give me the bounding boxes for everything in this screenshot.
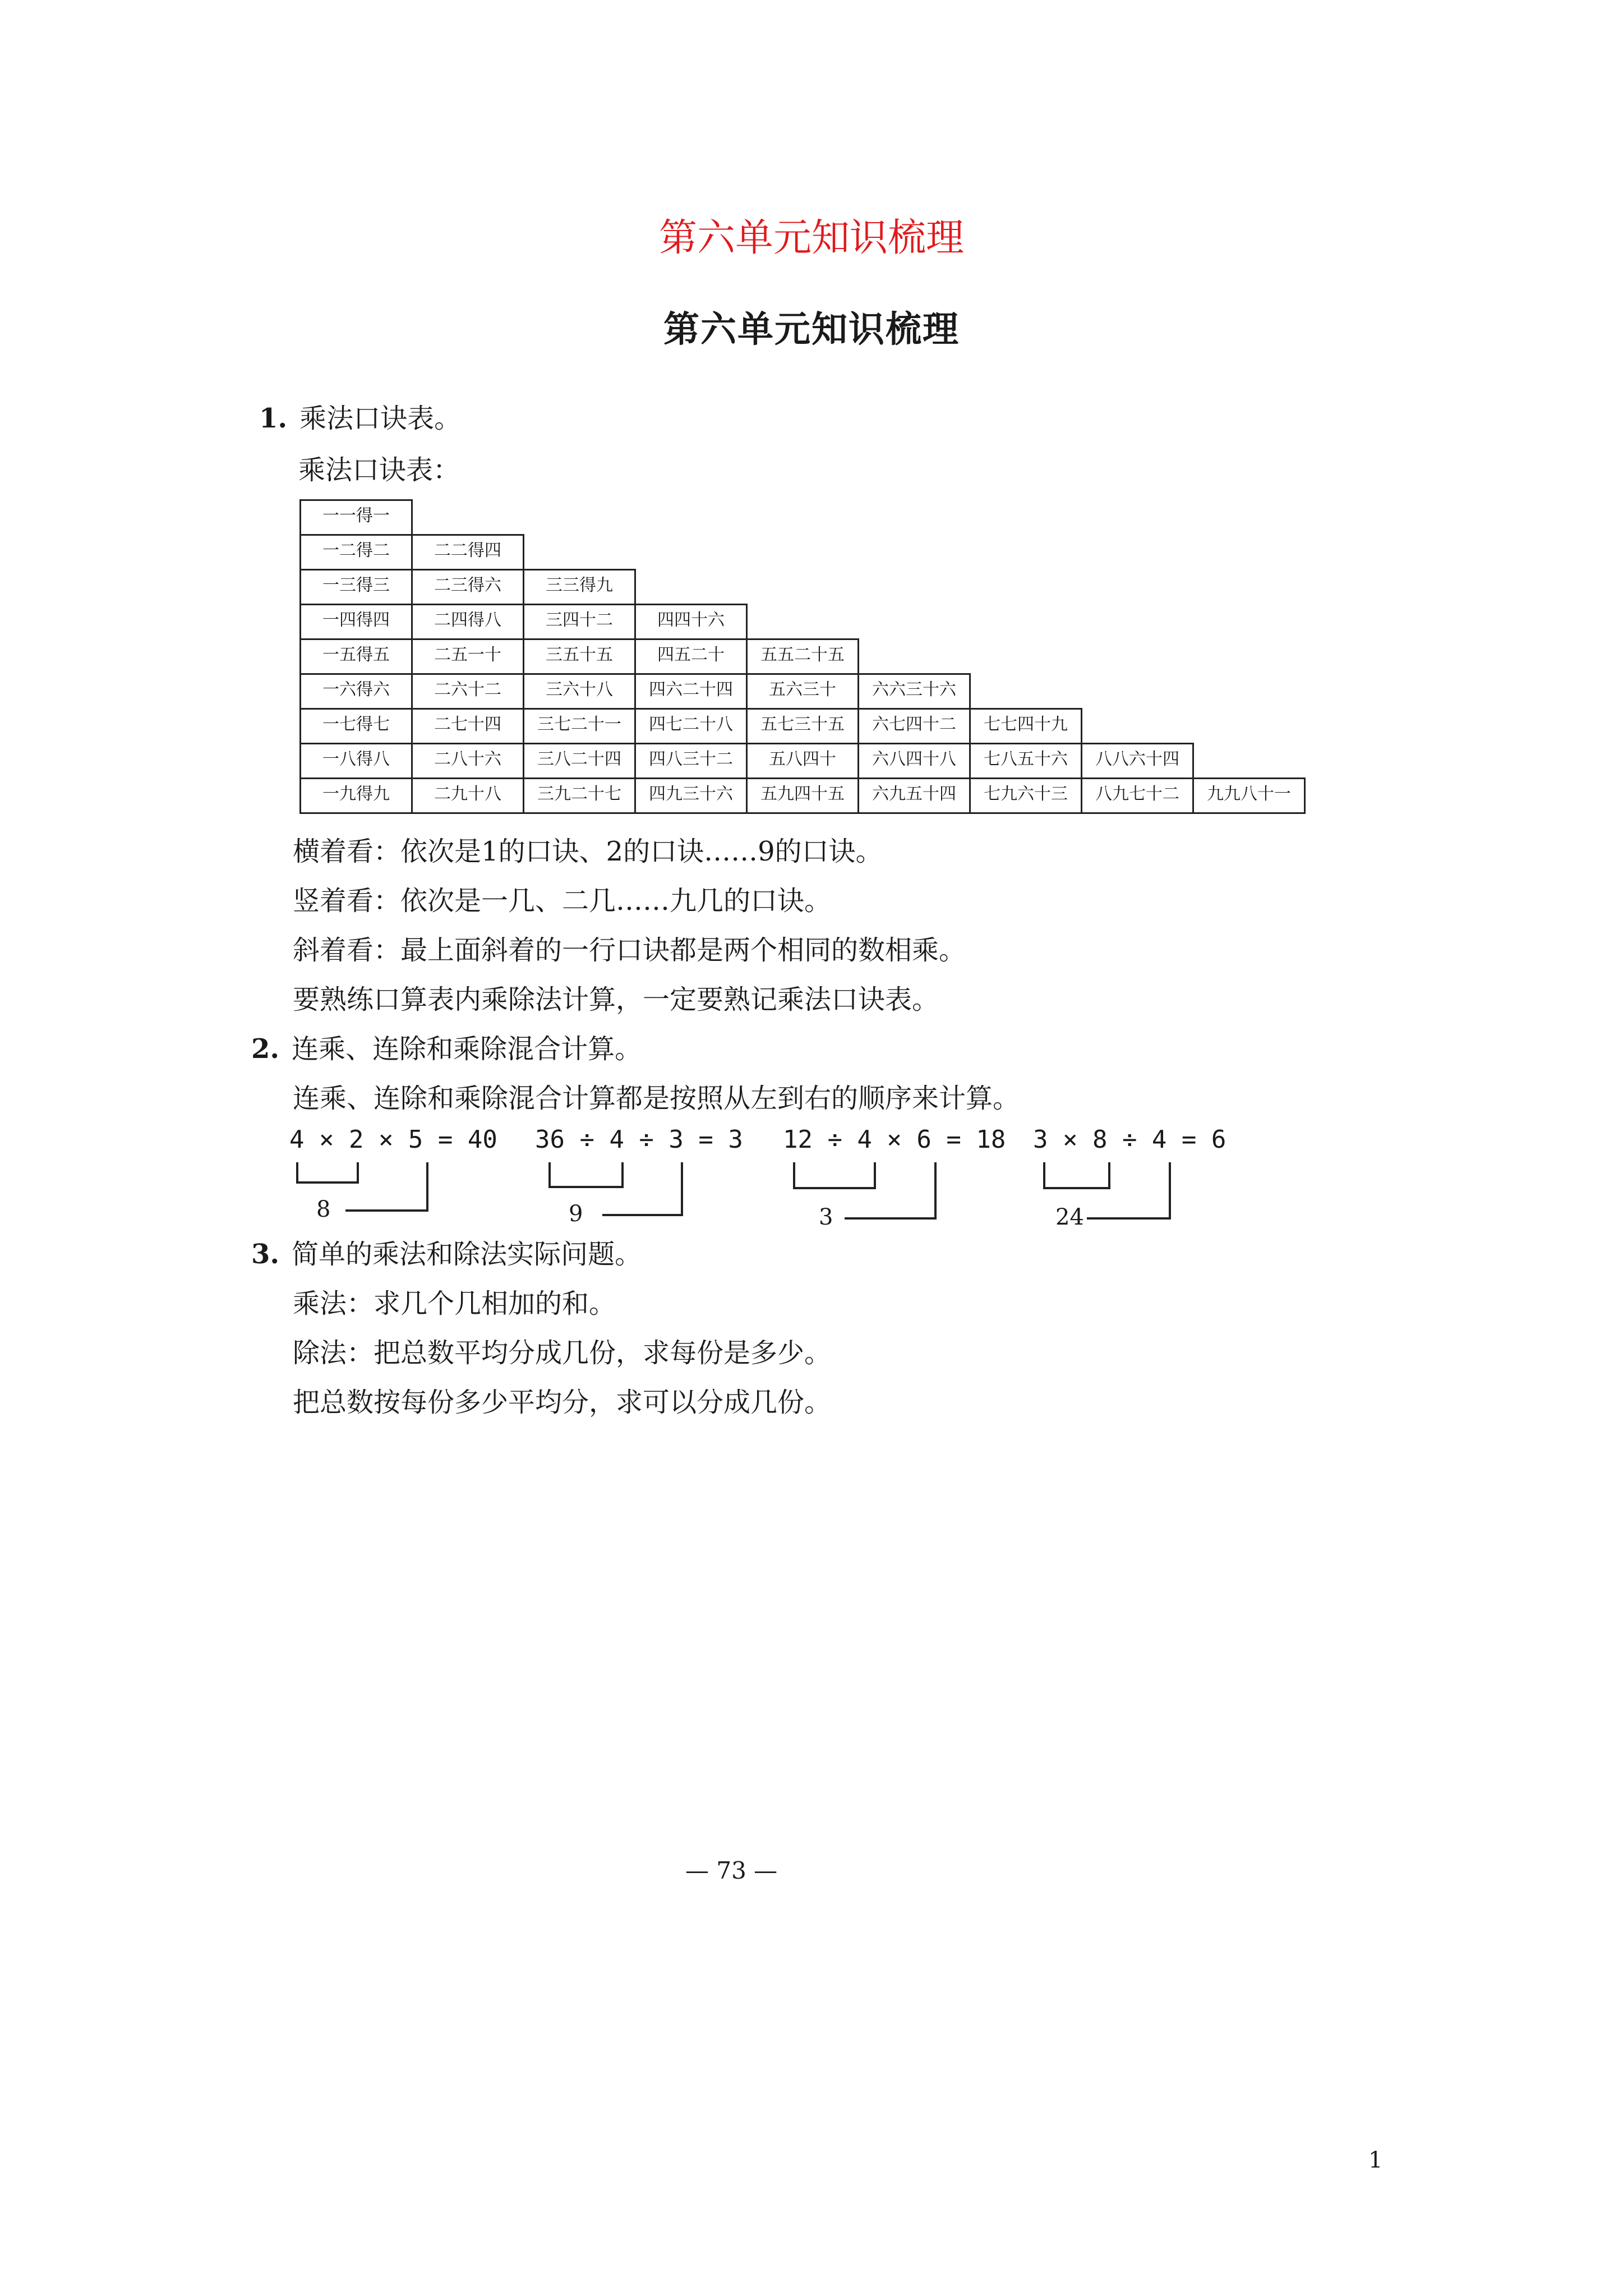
table-cell: 三七二十一 [523,708,636,744]
table-cell: 六七四十二 [857,708,971,744]
table-cell: 一一得一 [299,499,413,536]
example-1-bracket [289,1156,446,1223]
table-cell: 四六二十四 [634,673,748,710]
section-1-heading-text: 乘法口诀表。 [299,403,462,434]
table-cell: 二二得四 [411,534,524,570]
section-3-line-3: 把总数按每份多少平均分，求可以分成几份。 [293,1387,832,1418]
table-cell: 二五一十 [411,638,524,675]
table-cell: 一六得六 [299,673,413,710]
section-3-heading-text: 简单的乘法和除法实际问题。 [292,1239,642,1270]
scanned-page-title: 第六单元知识梳理 [663,309,960,351]
table-cell: 二四得八 [411,604,524,640]
table-cell: 二八十六 [411,743,524,779]
example-2-bracket [535,1156,703,1223]
table-cell: 五七三十五 [746,708,859,744]
table-cell: 三六十八 [523,673,636,710]
example-4-step: 24 [1055,1204,1084,1230]
example-1-step: 8 [316,1197,331,1222]
table-cell: 五八四十 [746,743,859,779]
table-cell: 六八四十八 [857,743,971,779]
table-cell: 五九四十五 [746,777,859,814]
table-cell: 五五二十五 [746,638,859,675]
table-cell: 四四十六 [634,604,748,640]
table-cell: 六九五十四 [857,777,971,814]
section-2-number: 2. [251,1033,280,1065]
table-cell: 三五十五 [523,638,636,675]
section-2-line: 连乘、连除和乘除混合计算都是按照从左到右的顺序来计算。 [293,1083,1020,1114]
table-cell: 七七四十九 [969,708,1082,744]
table-cell: 一八得八 [299,743,413,779]
table-cell: 一四得四 [299,604,413,640]
section-3-line-2: 除法：把总数平均分成几份，求每份是多少。 [293,1337,832,1369]
table-cell: 二九十八 [411,777,524,814]
example-4-expression: 3 × 8 ÷ 4 = 6 [1033,1125,1227,1154]
page-number: — 73 — [685,1857,778,1884]
table-cell: 八九七十二 [1081,777,1194,814]
table-cell: 二七十四 [411,708,524,744]
table-cell: 二三得六 [411,569,524,605]
section-1-heading [259,402,461,435]
table-cell: 四七二十八 [634,708,748,744]
example-3-step: 3 [819,1204,833,1230]
footer-page-number: 1 [1368,2147,1383,2173]
example-3-expression: 12 ÷ 4 × 6 = 18 [783,1125,1006,1154]
table-cell: 一二得二 [299,534,413,570]
section-2-heading [251,1032,642,1066]
table-cell: 三九二十七 [523,777,636,814]
table-cell: 三八二十四 [523,743,636,779]
table-caption: 乘法口诀表： [298,454,460,486]
section-3-number: 3. [251,1239,280,1270]
table-cell: 四九三十六 [634,777,748,814]
document-red-title: 第六单元知识梳理 [658,216,964,260]
table-cell: 四五二十 [634,638,748,675]
table-cell: 二六十二 [411,673,524,710]
table-cell: 六六三十六 [857,673,971,710]
table-cell: 四八三十二 [634,743,748,779]
section-2-heading-text: 连乘、连除和乘除混合计算。 [292,1033,642,1065]
table-cell: 三三得九 [523,569,636,605]
example-2-expression: 36 ÷ 4 ÷ 3 = 3 [535,1125,743,1154]
table-cell: 三四十二 [523,604,636,640]
section-1-number: 1. [259,403,288,434]
table-cell: 一九得九 [299,777,413,814]
example-3-bracket [783,1156,951,1228]
table-cell: 七九六十三 [969,777,1082,814]
section-3-line-1: 乘法：求几个几相加的和。 [293,1288,616,1319]
table-cell: 七八五十六 [969,743,1082,779]
section-1-line-1: 横着看：依次是1的口诀、2的口诀……9的口诀。 [293,836,883,867]
example-1-expression: 4 × 2 × 5 = 40 [289,1125,497,1154]
table-cell: 五六三十 [746,673,859,710]
table-cell: 一三得三 [299,569,413,605]
table-cell: 一七得七 [299,708,413,744]
section-3-heading [251,1237,642,1271]
example-2-step: 9 [569,1201,583,1227]
section-1-line-4: 要熟练口算表内乘除法计算，一定要熟记乘法口诀表。 [293,984,939,1015]
table-cell: 一五得五 [299,638,413,675]
section-1-line-2: 竖着看：依次是一几、二几……九几的口诀。 [293,885,832,917]
section-1-line-3: 斜着看：最上面斜着的一行口诀都是两个相同的数相乘。 [293,935,966,966]
table-cell: 八八六十四 [1081,743,1194,779]
table-cell: 九九八十一 [1192,777,1306,814]
